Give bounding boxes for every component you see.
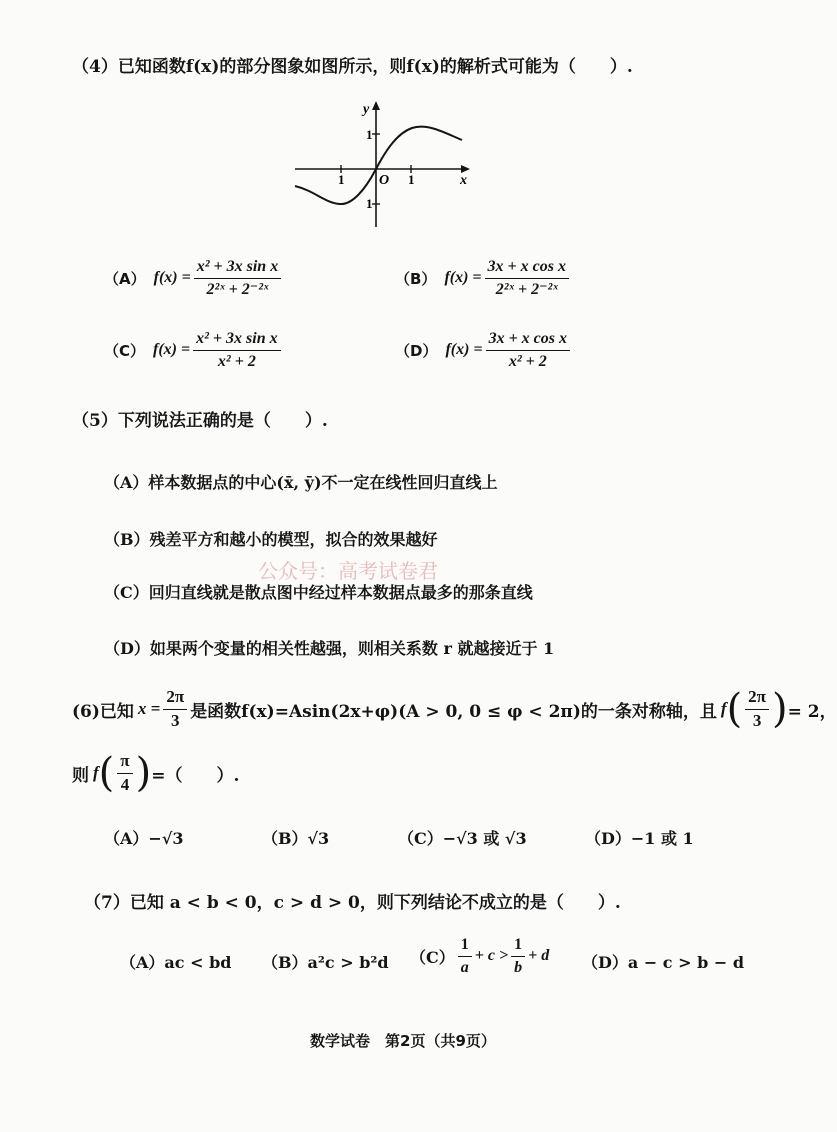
option-5a[interactable]: （A）样本数据点的中心(x̄, ȳ)不一定在线性回归直线上: [104, 473, 498, 492]
option-5b[interactable]: （B）残差平方和越小的模型，拟合的效果越好: [104, 530, 438, 549]
watermark: 公众号：高考试卷君: [258, 559, 438, 583]
option-4d[interactable]: （D） f(x) = $\frac{\text{3x + x cos x}}{\text{x² + 2}}$: [395, 330, 573, 370]
option-7c[interactable]: （C） $\frac{1}{a}$ + c > $\frac{1}{b}$ + d: [410, 936, 550, 976]
option-7d[interactable]: （D）a − c > b − d: [582, 953, 745, 972]
option-4a[interactable]: （A） f(x) = $\frac{\text{x² + 3x sin x}}{\text{2²ˣ + 2⁻²ˣ}}$: [104, 258, 284, 298]
option-5c[interactable]: （C）回归直线就是散点图中经过样本数据点最多的那条直线: [104, 583, 533, 602]
function-graph: [290, 95, 480, 235]
function-curve: [295, 127, 462, 204]
x-tick-right: 1: [408, 172, 415, 187]
y-tick-top: 1: [366, 127, 373, 142]
option-6c[interactable]: （C）−√3 或 √3: [398, 829, 527, 848]
y-tick-bottom: 1: [366, 196, 373, 211]
option-7b[interactable]: （B）a²c > b²d: [262, 953, 389, 972]
y-axis-arrow: [372, 101, 380, 110]
option-6a[interactable]: （A）−√3: [104, 829, 184, 848]
x-tick-left: 1: [338, 172, 345, 187]
question-5-stem: （5）下列说法正确的是（ ）.: [72, 411, 328, 431]
page-footer: 数学试卷 第2页（共9页）: [310, 1032, 496, 1050]
x-axis-label: x: [460, 173, 467, 188]
question-6-stem-line1: (6)已知 x = $\frac{2\pi}{3}$ 是函数f(x)=Asin(2x+φ)(A > 0, 0 ≤ φ < 2π)的一条对称轴，且 f ( $\frac{2\pi}{3}$ ) = 2，: [72, 686, 837, 733]
option-5d[interactable]: （D）如果两个变量的相关性越强，则相关系数 r 就越接近于 1: [104, 639, 555, 658]
option-6b[interactable]: （B）√3: [262, 829, 330, 848]
option-4c[interactable]: （C） f(x) = $\frac{\text{x² + 3x sin x}}{\text{x² + 2}}$: [104, 330, 284, 370]
x-axis-arrow: [461, 165, 470, 173]
option-7a[interactable]: （A）ac < bd: [120, 953, 232, 972]
question-6-stem-line2: 则 f ( $\frac{\pi}{4}$ ) =（ ）.: [72, 750, 240, 797]
question-7-stem: （7）已知 a < b < 0，c > d > 0，则下列结论不成立的是（ ）.: [84, 893, 621, 913]
option-6d[interactable]: （D）−1 或 1: [585, 829, 694, 848]
option-4b[interactable]: （B） f(x) = $\frac{\text{3x + x cos x}}{\text{2²ˣ + 2⁻²ˣ}}$: [395, 258, 572, 298]
question-4-stem: （4）已知函数f(x)的部分图象如图所示，则f(x)的解析式可能为（ ）.: [72, 57, 633, 77]
y-axis-label: y: [363, 102, 370, 117]
origin-label: O: [379, 173, 390, 188]
